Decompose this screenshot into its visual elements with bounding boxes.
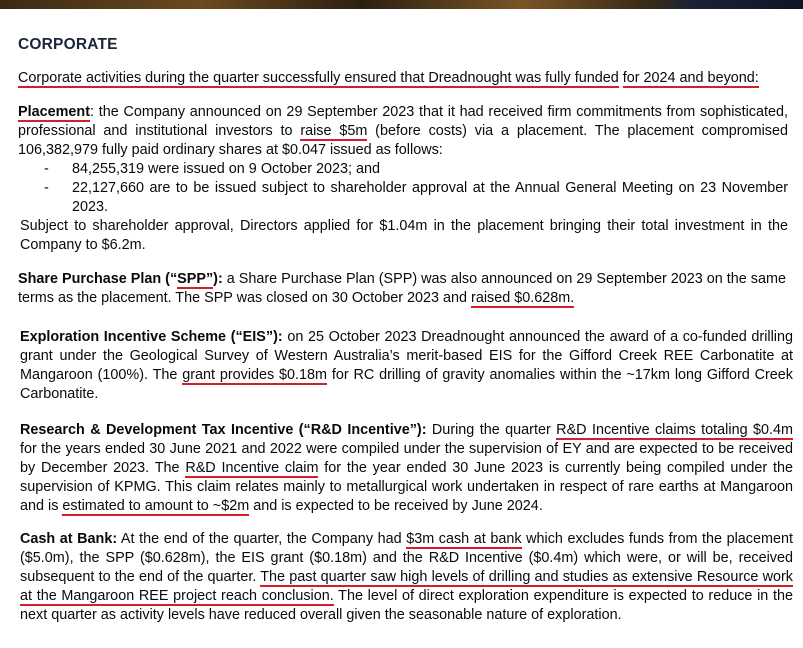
spp-highlight: raised $0.628m.: [471, 290, 575, 306]
section-heading: CORPORATE: [18, 36, 118, 53]
placement-label: Placement: [18, 104, 90, 120]
rd-highlight-2: R&D Incentive claim: [185, 460, 319, 476]
rd-label: Research & Development Tax Incentive (“R&D Incentive”):: [20, 422, 427, 438]
intro-highlight: Corporate activities during the quarter successfully ensured that Dreadnought was fully funded: [18, 70, 619, 86]
eis-label: Exploration Incentive Scheme (“EIS”):: [20, 329, 283, 345]
rd-paragraph: Research & Development Tax Incentive (“R&D Incentive”): During the quarter R&D Incentive claims totaling $0.4m for the years ended 30 June 2021 and 2022 were compiled under the supervision of EY and are expected to be received by December 2023. The R&D Incentive claim for the year ended 30 June 2023 is currently being compiled under the supervision of KPMG. This claim relates mainly to metallurgical work undertaken in respect of rare earths at Mangaroon and is estimated to amount to ~$2m and is expected to be received by June 2024.: [20, 422, 794, 514]
intro-paragraph: [18, 69, 788, 88]
placement-paragraph: Placement: the Company announced on 29 September 2023 that it had received firm commitments from sophisticated, professional and institutional investors to raise $5m (before costs) via a placement. The placement compromised 106,382,979 fully paid ordinary shares at $0.047 issued as follows: - 84,255,319 were issued on 9 October 2023; and - 22,127,660 are to be issued subject to shareholder approval at the Annual General Meeting on 23 November 2023. Subject to shareholder approval, Directors applied for $1.04m in the placement bringing their total investment in the Company to $6.2m.: [18, 104, 788, 253]
cash-label: Cash at Bank:: [20, 531, 118, 547]
eis-highlight: grant provides $0.18m: [182, 367, 328, 383]
placement-bullet-list: [18, 160, 788, 217]
spp-label: Share Purchase Plan (“SPP”):: [18, 271, 223, 287]
header-banner-image: [0, 0, 803, 9]
cash-highlight-1: $3m cash at bank: [406, 531, 522, 547]
cash-paragraph: Cash at Bank: At the end of the quarter, the Company had $3m cash at bank which excludes funds from the placement ($5.0m), the SPP ($0.628m), the EIS grant ($0.18m) and the R&D Incentive ($0.4m) which were, or will be, received subsequent to the end of the quarter. The past quarter saw high levels of drilling and studies as extensive Resource work at the Mangaroon REE project reach conclusion. The level of direct exploration expenditure is expected to reduce in the next quarter as activity levels have reduced overall given the seasonable nature of exploration.: [20, 531, 793, 623]
list-item: - 22,127,660 are to be issued subject to shareholder approval at the Annual General Meeting on 23 November 2023.: [44, 180, 788, 215]
list-item: - 84,255,319 were issued on 9 October 2023; and: [44, 161, 381, 177]
cash-highlight-2: The past quarter saw high levels of drilling and studies as extensive Resource work at the Mangaroon REE project reach conclusion.: [20, 569, 793, 604]
eis-paragraph: Exploration Incentive Scheme (“EIS”): on 25 October 2023 Dreadnought announced the award of a co-funded drilling grant under the Geological Survey of Western Australia’s merit-based EIS for the Gifford Creek REE Carbonatite at Mangaroon (100%). The grant provides $0.18m for RC drilling of gravity anomalies within the ~17km long Gifford Creek Carbonatite.: [20, 329, 793, 402]
rd-highlight-1: R&D Incentive claims totaling $0.4m: [556, 422, 793, 438]
intro-highlight-2: for 2024 and beyond:: [622, 70, 759, 86]
placement-highlight: raise $5m: [300, 123, 368, 139]
rd-highlight-3: estimated to amount to ~$2m: [62, 498, 250, 514]
placement-closing: Subject to shareholder approval, Directors applied for $1.04m in the placement bringing their total investment in the Company to $6.2m.: [20, 218, 788, 253]
spp-paragraph: Share Purchase Plan (“SPP”): a Share Purchase Plan (SPP) was also announced on 29 September 2023 on the same terms as the placement. The SPP was closed on 30 October 2023 and raised $0.628m.: [18, 271, 786, 306]
